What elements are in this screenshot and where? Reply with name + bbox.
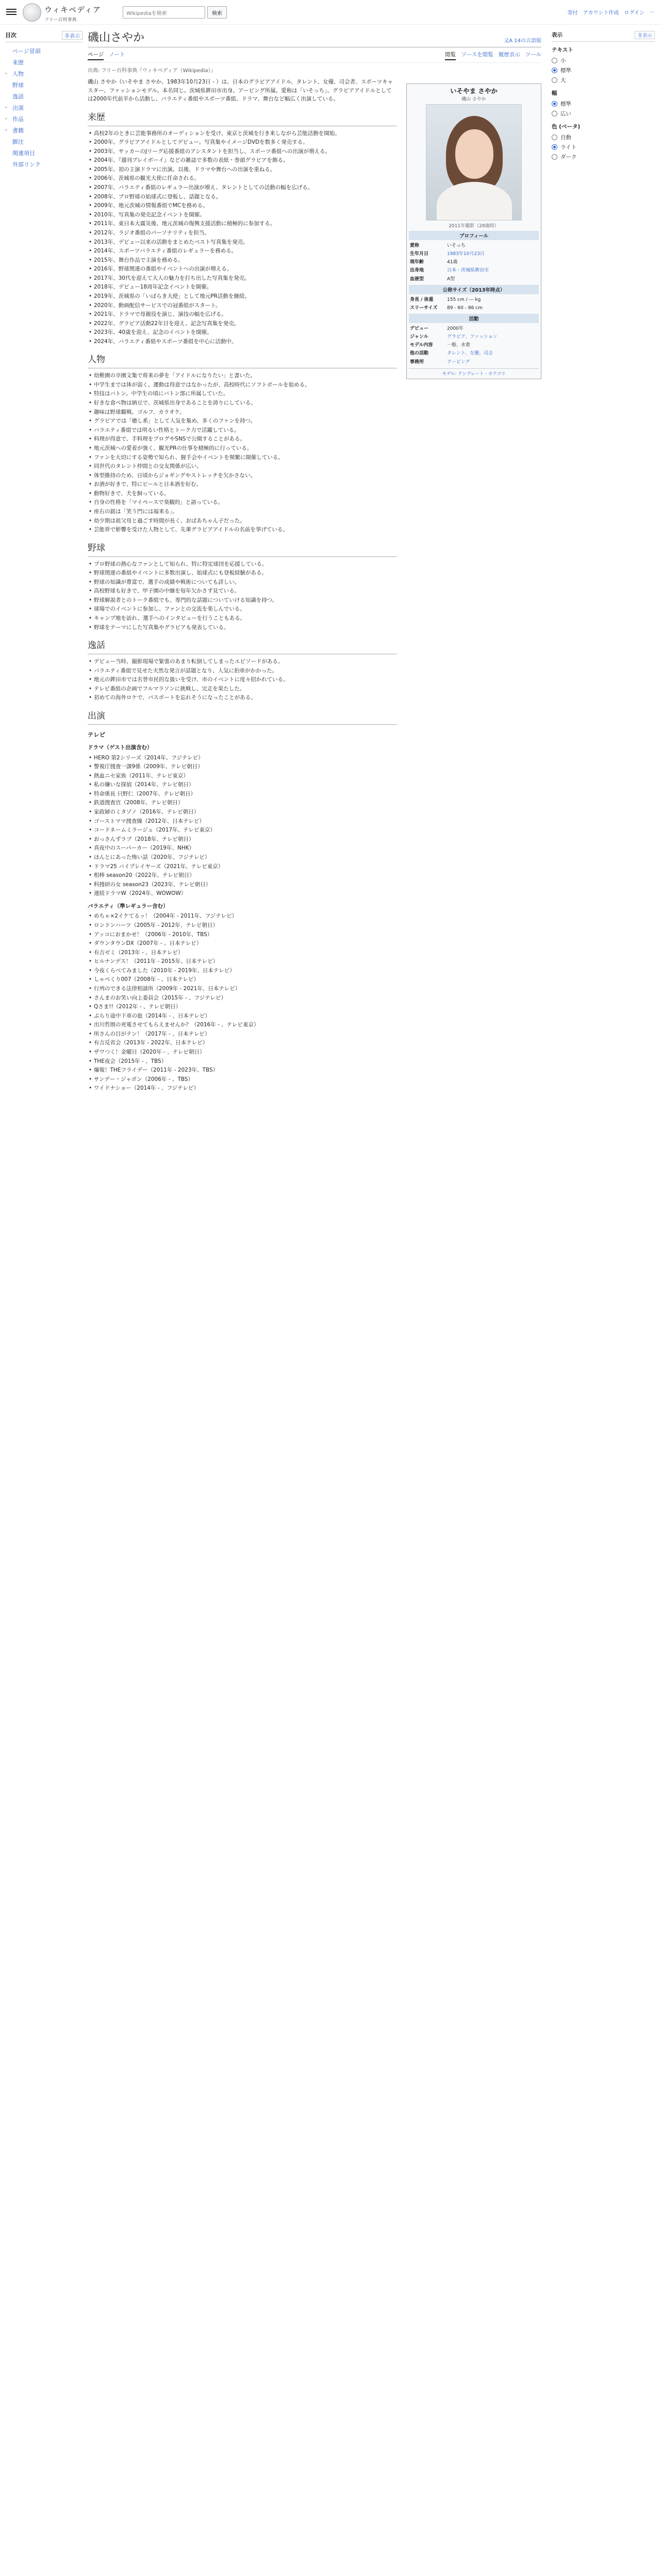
tab-view-source[interactable]: ソースを閲覧	[461, 52, 493, 58]
list-item: • 2017年、30代を迎えて大人の魅力を打ち出した写真集を発売。	[88, 274, 397, 283]
infobox-value: 2000年	[447, 326, 464, 331]
list-item: • しゃべくり007（2008年 - 、日本テレビ）	[88, 975, 397, 984]
radio-option[interactable]	[552, 56, 655, 65]
list-item: • 2018年、デビュー18周年記念イベントを開催。	[88, 283, 397, 292]
heading-episode: 逸話	[88, 639, 397, 654]
list-item: • 野球の知識が豊富で、選手の成績や戦術についても詳しい。	[88, 578, 397, 587]
variety-list	[88, 912, 397, 1093]
infobox-row	[409, 296, 539, 304]
page-tabs	[88, 50, 541, 63]
list-item: • 2021年、ドラマで母親役を演じ、演技の幅を広げる。	[88, 310, 397, 319]
list-item: • 初めての海外ロケで、パスポートを忘れそうになったことがある。	[88, 693, 397, 702]
toc-expand-icon[interactable]: ›	[5, 71, 7, 76]
list-item: • 家政婦のミタゾノ（2016年、テレビ朝日）	[88, 808, 397, 817]
list-item: • 高校野球も好きで、甲子園の中継を毎年欠かさず見ている。	[88, 587, 397, 596]
toc-item-label: 作品	[12, 116, 24, 123]
toc-item-label: 人物	[12, 71, 24, 77]
list-item: • 2011年、東日本大震災後、地元茨城の復興支援活動に積極的に参加する。	[88, 219, 397, 228]
person-list	[88, 371, 397, 534]
history-list	[88, 129, 397, 346]
page-title-row	[88, 29, 541, 47]
more-icon[interactable]: …	[650, 8, 655, 14]
list-item: • 2020年、動画配信サービスでの冠番組がスタート。	[88, 301, 397, 310]
list-item: • お酒が好きで、特にビールと日本酒を好む。	[88, 480, 397, 489]
radio-option[interactable]	[552, 109, 655, 118]
toc-hide-button[interactable]: 非表示	[62, 31, 82, 40]
list-item: • ゴーストママ捜査線（2012年、日本テレビ）	[88, 817, 397, 826]
appearance-panel	[552, 31, 655, 162]
infobox-key: 他の活動	[410, 351, 429, 357]
list-item: • ザワつく！金曜日（2020年 - 、テレビ朝日）	[88, 1048, 397, 1057]
list-item: • 自身の性格を「マイペースで楽観的」と語っている。	[88, 498, 397, 507]
list-item: • 連続ドラマW（2024年、WOWOW）	[88, 889, 397, 898]
list-item: • 同世代のタレント仲間との交友関係が広い。	[88, 462, 397, 471]
list-item: • HERO 第2シリーズ（2014年、フジテレビ）	[88, 754, 397, 762]
list-item: • ダウンタウンDX（2007年 - 、日本テレビ）	[88, 939, 397, 948]
list-item: • おっさんずラブ（2018年、テレビ朝日）	[88, 835, 397, 844]
create-account-link[interactable]: アカウント作成	[583, 10, 619, 16]
infobox-row	[409, 250, 539, 258]
list-item: • デビュー当時、撮影現場で緊張のあまり転倒してしまったエピソードがある。	[88, 657, 397, 666]
list-item: • 2012年、ラジオ番組のパーソナリティを担当。	[88, 229, 397, 238]
infobox-key: スリーサイズ	[410, 305, 438, 311]
list-item: • 幼少期は祖父母と過ごす時間が長く、おばあちゃん子だった。	[88, 517, 397, 526]
toc-sidebar	[5, 31, 82, 170]
list-item: • 地元茨城への愛着が強く、観光PRの仕事を積極的に行っている。	[88, 444, 397, 453]
infobox-value: 一般、水着	[447, 343, 471, 348]
list-item: • 2003年、サッカーのJリーグ応援番組のアシスタントを担当し、スポーツ番組への出演が増える。	[88, 147, 397, 156]
list-item: • 幼稚園の卒園文集で将来の夢を「アイドルになりたい」と書いた。	[88, 371, 397, 380]
list-item: • 2010年、写真集の発売記念イベントを開催。	[88, 211, 397, 219]
radio-label: 標準	[560, 67, 571, 74]
infobox-value: A型	[447, 276, 455, 282]
appearance-hide-button[interactable]: 非表示	[635, 31, 655, 39]
baseball-list	[88, 560, 397, 632]
list-item: • めちゃ×2イケてるッ！（2004年 - 2011年、フジテレビ）	[88, 912, 397, 921]
list-item: • 鉄道捜査官（2008年、テレビ朝日）	[88, 799, 397, 807]
list-item: • 趣味は野球観戦、ゴルフ、カラオケ。	[88, 408, 397, 417]
infobox-row	[409, 266, 539, 275]
infobox-row	[409, 358, 539, 366]
login-link[interactable]: ログイン	[624, 10, 644, 16]
radio-option[interactable]	[552, 75, 655, 85]
heading-variety: バラエティ（準レギュラー含む）	[88, 903, 169, 909]
radio-label: 自動	[560, 134, 571, 141]
infobox-row	[409, 258, 539, 266]
list-item: • 2023年、40歳を迎え、記念のイベントを開催。	[88, 328, 397, 337]
list-item: • バラエティ番組で見せた天然な発言が話題となり、人気に拍車がかかった。	[88, 667, 397, 675]
infobox-key: 現年齢	[410, 260, 424, 265]
infobox	[406, 83, 541, 379]
radio-icon[interactable]	[552, 111, 557, 116]
infobox-row	[409, 333, 539, 341]
toc-item-label: 来歴	[12, 59, 24, 66]
infobox-value[interactable]: 日本・茨城県鉾田市	[447, 268, 489, 274]
list-item: • 出川哲朗の充電させてもらえませんか？（2016年 - 、テレビ東京）	[88, 1021, 397, 1029]
infobox-section-activity: 活動	[409, 314, 539, 323]
list-item: • 2022年、グラビア活動22年目を迎え、記念写真集を発売。	[88, 319, 397, 328]
list-item: • 爆報！THEフライデー（2011年 - 2023年、TBS）	[88, 1066, 397, 1075]
radio-option[interactable]	[552, 65, 655, 75]
radio-icon[interactable]	[552, 58, 557, 63]
list-item: • ワイドナショー（2014年 - 、フジテレビ）	[88, 1084, 397, 1093]
toc-item-label: ページ冒頭	[12, 48, 41, 55]
toc-item[interactable]	[5, 68, 82, 79]
heading-person: 人物	[88, 353, 397, 368]
toc-title-row	[5, 31, 82, 42]
list-item: • 動物好きで、犬を飼っている。	[88, 489, 397, 498]
radio-option[interactable]	[552, 152, 655, 162]
infobox-row	[409, 349, 539, 358]
list-item: • 2004年、『週刊プレイボーイ』などの雑誌で多数の表紙・巻頭グラビアを飾る。	[88, 156, 397, 165]
list-item: • ドラマ25 バイプレイヤーズ（2021年、テレビ東京）	[88, 862, 397, 871]
infobox-row	[409, 275, 539, 283]
infobox-value[interactable]: 1983年10月23日	[447, 251, 485, 257]
tab-tools[interactable]: ツール	[525, 52, 541, 58]
infobox-value: いそっち	[447, 243, 466, 248]
infobox-value: 41歳	[447, 260, 458, 265]
list-item: • 2005年、初の主演ドラマに出演。以後、ドラマや舞台への出演を重ねる。	[88, 165, 397, 174]
list-item: • テレビ番組の企画でフルマラソンに挑戦し、完走を果たした。	[88, 685, 397, 693]
list-item: • ほんとにあった怖い話（2020年、フジテレビ）	[88, 853, 397, 862]
drama-list	[88, 754, 397, 898]
list-item: • 野球解説者とのトーク番組でも、専門的な話題についていける知識を持つ。	[88, 596, 397, 605]
tab-talk[interactable]: ノート	[109, 52, 125, 58]
infobox-section-profile: プロフィール	[409, 231, 539, 240]
list-item: • 相棒 season20（2022年、テレビ朝日）	[88, 871, 397, 880]
text-size-heading: テキスト	[552, 47, 573, 53]
list-item: • 熱血ニセ家族（2011年、テレビ東京）	[88, 772, 397, 781]
radio-label: 小	[560, 58, 566, 64]
list-item: • 行列のできる法律相談所（2009年 - 2021年、日本テレビ）	[88, 985, 397, 993]
search-input[interactable]: Wikipediaを検索	[123, 6, 205, 19]
wikipedia-logo[interactable]	[23, 3, 41, 22]
list-item: • さんまのお笑い向上委員会（2015年 - 、フジテレビ）	[88, 994, 397, 1003]
color-heading: 色 (ベータ)	[552, 124, 581, 130]
site-header	[0, 0, 662, 25]
list-item: • 科捜研の女 season23（2023年、テレビ朝日）	[88, 880, 397, 889]
donate-link[interactable]: 寄付	[567, 10, 578, 16]
infobox-value: 155 cm / ― kg	[447, 297, 481, 302]
width-heading: 幅	[552, 90, 557, 96]
infobox-key: モデル内容	[410, 343, 433, 348]
list-item: • 今夜くらべてみました（2010年 - 2019年、日本テレビ）	[88, 967, 397, 975]
radio-icon[interactable]	[552, 134, 557, 140]
heading-drama: ドラマ（ゲスト出演含む）	[88, 744, 153, 751]
site-sub: フリー百科事典	[44, 18, 77, 23]
infobox-row	[409, 325, 539, 333]
list-item: • ヒルナンデス！（2011年 - 2015年、日本テレビ）	[88, 957, 397, 966]
list-item: • 2009年、地元茨城の情報番組でMCを務める。	[88, 201, 397, 210]
toc-item[interactable]	[5, 113, 82, 125]
list-item: • 野球関連の番組やイベントに多数出演し、始球式にも登板経験がある。	[88, 569, 397, 578]
source-note: 出典: フリー百科事典『ウィキペディア（Wikipedia）』	[88, 68, 216, 74]
heading-baseball: 野球	[88, 541, 397, 557]
tab-read[interactable]: 閲覧	[445, 50, 456, 60]
list-item: • 座右の銘は「笑う門には福来る」。	[88, 507, 397, 516]
toc-item[interactable]	[5, 125, 82, 136]
infobox-key: ジャンル	[410, 334, 428, 340]
site-name: ウィキペディア	[44, 5, 101, 14]
list-item: • 2013年、デビュー以来の活動をまとめたベスト写真集を発売。	[88, 238, 397, 247]
toc-item[interactable]	[5, 159, 82, 170]
list-item: • 好きな食べ物は納豆で、茨城県出身であることを誇りにしている。	[88, 399, 397, 408]
list-item: • 私の嫌いな探偵（2014年、テレビ朝日）	[88, 781, 397, 789]
heading-appearances: 出演	[88, 709, 397, 725]
toc-item[interactable]	[5, 102, 82, 113]
list-item: • 所さんの目がテン！（2017年 - 、日本テレビ）	[88, 1030, 397, 1039]
heading-tv: テレビ	[88, 731, 106, 738]
infobox-key: 血液型	[410, 276, 424, 282]
infobox-footer[interactable]: モデル: テンプレート - カテゴリ	[409, 368, 539, 377]
search-button[interactable]: 検索	[207, 6, 227, 19]
toc-item-label: 野球	[12, 82, 24, 89]
list-item: • 中学生までは体が弱く、運動は得意ではなかったが、高校時代にソフトボールを始める。	[88, 381, 397, 389]
appearance-title: 表示	[552, 32, 562, 38]
toc-item-label: 外部リンク	[12, 161, 41, 168]
list-item: • 2016年、野球関連の番組やイベントへの出演が増える。	[88, 265, 397, 274]
list-item: • ぶらり途中下車の旅（2014年 - 、日本テレビ）	[88, 1012, 397, 1021]
radio-label: 標準	[560, 101, 571, 107]
main-content	[88, 29, 541, 1093]
radio-option[interactable]	[552, 142, 655, 152]
radio-label: 大	[560, 77, 566, 83]
radio-label: 広い	[560, 111, 571, 117]
toc-item-label: 出演	[12, 105, 24, 111]
list-item: • 2006年、茨城県の観光大使に任命される。	[88, 174, 397, 183]
infobox-name: いそやま さやか	[450, 87, 498, 95]
episode-list	[88, 657, 397, 702]
heading-history: 来歴	[88, 111, 397, 126]
list-item: • グラビアでは「癒し系」として人気を集め、多くのファンを持つ。	[88, 417, 397, 426]
list-item: • コードネームミラージュ（2017年、テレビ東京）	[88, 826, 397, 835]
infobox-value[interactable]: グラビア、ファッション	[447, 334, 498, 340]
list-item: • 2015年、舞台作品で主演を務める。	[88, 256, 397, 265]
toc-expand-icon[interactable]: ›	[5, 128, 7, 133]
list-item: • 野球をテーマにした写真集やグラビアも発表している。	[88, 623, 397, 632]
user-links	[568, 8, 655, 16]
list-item: • 2007年、バラエティ番組のレギュラー出演が増え、タレントとしての活動の幅を広げる。	[88, 183, 397, 192]
list-item: • 有吉反省会（2013年 - 2022年、日本テレビ）	[88, 1039, 397, 1047]
list-item: • プロ野球の熱心なファンとして知られ、特に特定球団を応援している。	[88, 560, 397, 569]
infobox-value: 89 - 60 - 86 cm	[447, 305, 483, 311]
toc-item-label: 脚注	[12, 139, 24, 145]
list-item: • 2014年、スポーツバラエティ番組のレギュラーを務める。	[88, 247, 397, 256]
list-item: • 2008年、プロ野球の始球式に登板し、話題となる。	[88, 193, 397, 201]
toc-expand-icon[interactable]: ›	[5, 116, 7, 122]
article-body	[88, 78, 397, 1093]
infobox-key: 生年月日	[410, 251, 429, 257]
list-item: • キャンプ地を訪れ、選手へのインタビューを行うこともある。	[88, 614, 397, 623]
portrait-photo[interactable]	[426, 104, 522, 221]
radio-option[interactable]	[552, 99, 655, 109]
lead-paragraph: 磯山 さやか（いそやま さやか、1983年10月23日 - ）は、日本のグラビアアイドル、タレント、女優、司会者、スポーツキャスター、ファッションモデル。本名同じ。茨城県鉾田市出身。アービング所属。愛称は「いそっち」。グラビアアイドルとしては2000年代前半から活動し、バラエティ番組やスポーツ番組、ドラマ、舞台など幅広く出演している。	[88, 79, 393, 103]
radio-label: ダーク	[560, 154, 577, 160]
radio-label: ライト	[560, 144, 577, 150]
toc-item[interactable]	[5, 147, 82, 159]
list-item: • 地元の鉾田市では名誉市民的な扱いを受け、市のイベントに度々招かれている。	[88, 675, 397, 684]
infobox-key: 事務所	[410, 359, 424, 365]
infobox-section-measure: 公称サイズ（2013年時点）	[409, 285, 539, 294]
infobox-key: 身長 / 体重	[410, 297, 434, 302]
list-item: • アッコにおまかせ！（2006年 - 2010年、TBS）	[88, 930, 397, 939]
photo-caption: 2011年撮影（28歳時）	[449, 224, 499, 229]
site-wordmark[interactable]	[44, 4, 101, 23]
toc-item[interactable]	[5, 57, 82, 68]
infobox-row	[409, 242, 539, 250]
infobox-key: デビュー	[410, 326, 429, 331]
list-item: • 真夜中のスーパーカー（2019年、NHK）	[88, 844, 397, 853]
page-title: 磯山さやか	[88, 31, 145, 44]
radio-icon[interactable]	[552, 154, 557, 160]
toc-item-label: 書籍	[12, 127, 24, 134]
radio-icon[interactable]	[552, 77, 557, 83]
toc-item[interactable]	[5, 91, 82, 102]
infobox-value[interactable]: タレント、女優、司会	[447, 351, 493, 357]
radio-icon[interactable]	[552, 144, 557, 150]
tab-page[interactable]: ページ	[88, 50, 104, 60]
list-item: • 体型維持のため、日頃からジョギングやストレッチを欠かさない。	[88, 471, 397, 480]
list-item: • 芸能界で影響を受けた人物として、先輩グラビアアイドルの名前を挙げている。	[88, 526, 397, 534]
appearance-title-row	[552, 31, 655, 42]
list-item: • 特技はバトン。中学生の頃にバトン部に所属していた。	[88, 389, 397, 398]
list-item: • 2019年、茨城県の「いばらき大使」として地元PR活動を継続。	[88, 292, 397, 301]
list-item: • 特命係長 只野仁（2007年、テレビ朝日）	[88, 790, 397, 799]
infobox-key: 愛称	[410, 243, 420, 248]
infobox-key: 出身地	[410, 268, 424, 274]
radio-option[interactable]	[552, 132, 655, 142]
infobox-row	[409, 341, 539, 349]
toc-expand-icon[interactable]: ›	[5, 105, 7, 110]
list-item: • Qさま!!（2012年 - 、テレビ朝日）	[88, 1003, 397, 1011]
list-item: • ロンドンハーツ（2005年 - 2012年、テレビ朝日）	[88, 921, 397, 930]
toc-item[interactable]	[5, 136, 82, 147]
list-item: • 2000年、グラビアアイドルとしてデビュー。写真集やイメージDVDを数多く発売する。	[88, 138, 397, 147]
radio-icon[interactable]	[552, 101, 557, 107]
list-item: • ファンを大切にする姿勢で知られ、握手会やイベントを頻繁に開催している。	[88, 453, 397, 462]
infobox-value[interactable]: アービング	[447, 359, 470, 365]
radio-icon[interactable]	[552, 67, 557, 73]
language-button[interactable]: 文A 14の言語版	[504, 38, 541, 44]
list-item: • バラエティ番組では明るい性格とトーク力で活躍している。	[88, 426, 397, 435]
list-item: • 料理が得意で、手料理をブログやSNSで公開することがある。	[88, 435, 397, 444]
tab-history[interactable]: 履歴表示	[498, 52, 520, 58]
toc-item-label: 関連項目	[12, 150, 35, 157]
list-item: • 球場でのイベントに参加し、ファンとの交流を楽しんでいる。	[88, 605, 397, 614]
infobox-row	[409, 304, 539, 312]
menu-icon[interactable]	[6, 7, 16, 18]
list-item: • 高校2年のときに芸能事務所のオーディションを受け、東京と茨城を行き来しながら芸能活動を開始。	[88, 129, 397, 138]
list-item: • 2024年、バラエティ番組やスポーツ番組を中心に活動中。	[88, 337, 397, 346]
toc-item-label: 逸話	[12, 93, 24, 100]
list-item: • THE夜会（2015年 - 、TBS）	[88, 1057, 397, 1066]
toc-item[interactable]	[5, 79, 82, 91]
list-item: • 有吉ゼミ（2013年 - 、日本テレビ）	[88, 948, 397, 957]
infobox-kanji: 磯山 さやか	[461, 97, 486, 102]
toc-title: 目次	[5, 32, 16, 39]
toc-item[interactable]	[5, 45, 82, 57]
list-item: • 警視庁捜査一課9係（2009年、テレビ朝日）	[88, 762, 397, 771]
list-item: • サンデー・ジャポン（2006年 - 、TBS）	[88, 1075, 397, 1084]
